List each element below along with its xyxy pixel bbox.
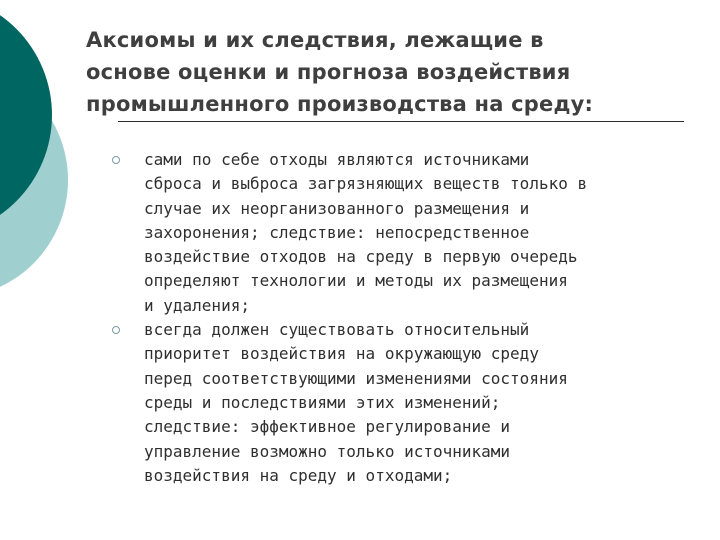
slide-title: [86, 24, 706, 120]
bullet-line: определяют технологии и методы их размещения: [144, 271, 568, 291]
circle-bullet-icon: [112, 326, 120, 334]
bullet-line: сами по себе отходы являются источниками: [144, 150, 530, 169]
title-line: промышленного производства на среду:: [86, 92, 594, 116]
bullet-line: случае их неорганизованного размещения и: [144, 198, 530, 218]
title-divider: [118, 121, 684, 122]
bullet-line: захоронения; следствие: непосредственное: [144, 222, 530, 242]
bullet-item: [108, 148, 708, 318]
bullet-line: сброса и выброса загрязняющих веществ только в: [144, 174, 588, 194]
title-line: основе оценки и прогноза воздействия: [86, 60, 571, 84]
bullet-line: управление возможно только источниками: [144, 441, 511, 461]
bullet-line: воздействие отходов на среду в первую очередь: [144, 247, 578, 267]
bullet-line: среды и последствиями этих изменений;: [144, 392, 501, 412]
bullet-line: и удаления;: [144, 295, 250, 315]
bullet-line: всегда должен существовать относительный: [144, 320, 530, 340]
bullet-line: приоритет воздействия на окружающую среду: [144, 344, 539, 364]
bullet-list: [108, 148, 708, 488]
bullet-line: следствие: эффективное регулирование и: [144, 417, 511, 437]
bullet-item: [108, 318, 708, 488]
circle-bullet-icon: [112, 156, 120, 164]
bullet-line: перед соответствующими изменениями состояния: [144, 368, 568, 388]
title-line: Аксиомы и их следствия, лежащие в: [86, 28, 544, 52]
bullet-line: воздействия на среду и отходами;: [144, 465, 453, 485]
